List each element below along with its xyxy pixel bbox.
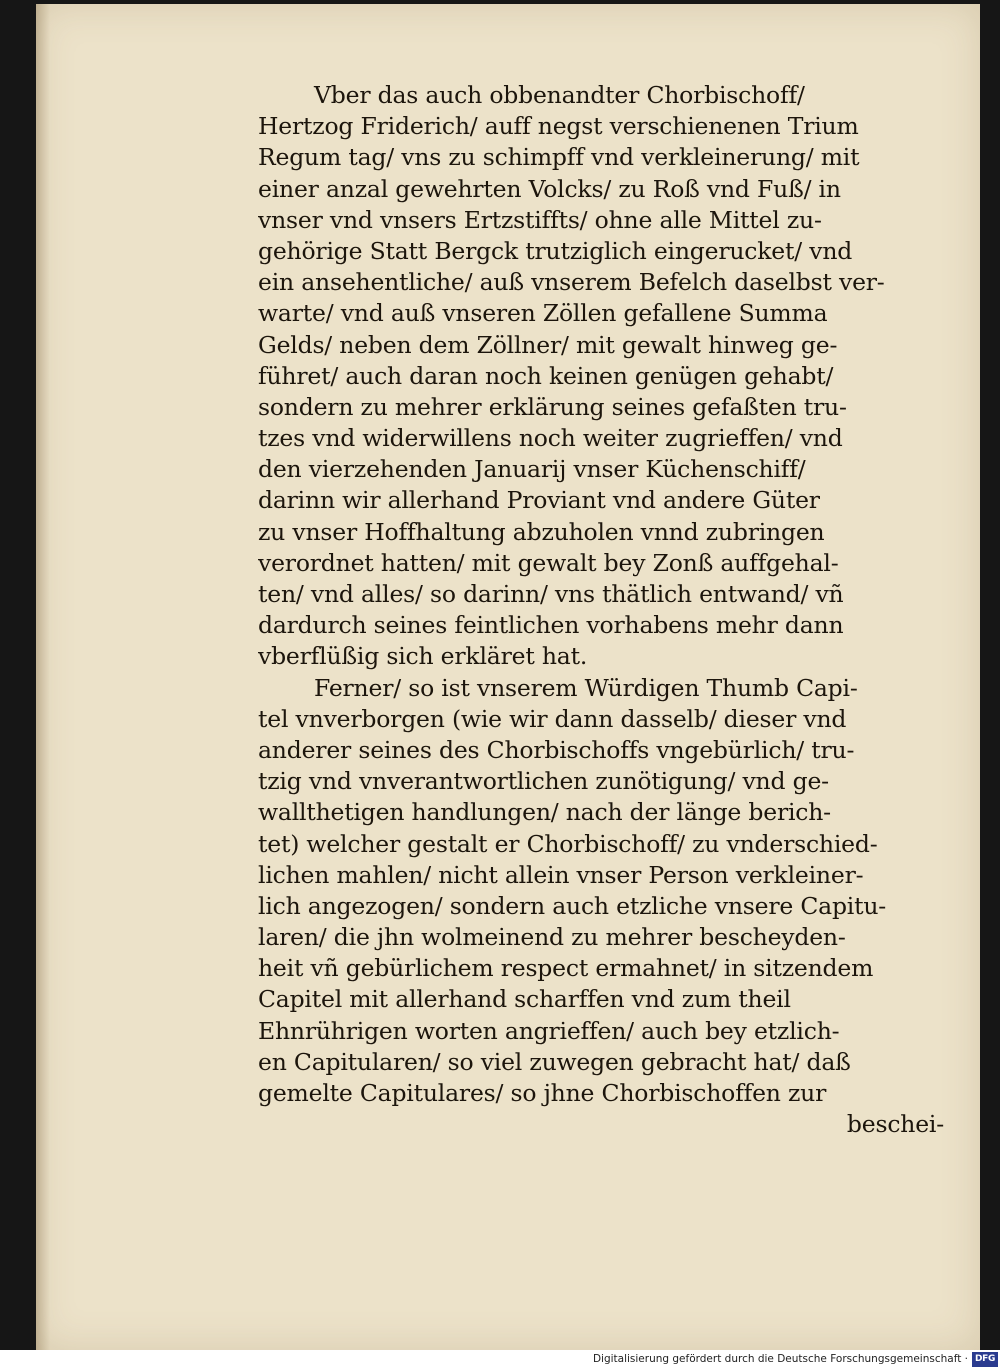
text-line: gehörige Statt Bergck trutziglich eingerucket/ vnd: [258, 236, 853, 265]
text-line: Capitel mit allerhand scharffen vnd zum theil: [258, 985, 791, 1014]
text-line: den vierzehenden Januarij vnser Küchenschiff/: [258, 455, 806, 484]
text-line: Hertzog Friderich/ auff negst verschienenen Trium: [258, 112, 859, 141]
page-gutter-shadow: [36, 4, 50, 1350]
text-line: vnser vnd vnsers Ertzstiffts/ ohne alle Mittel zu-: [258, 205, 822, 234]
text-line: en Capitularen/ so viel zuwegen gebracht hat/ daß: [258, 1047, 851, 1076]
text-line: verordnet hatten/ mit gewalt bey Zonß auffgehal-: [258, 548, 839, 577]
text-line: gemelte Capitulares/ so jhne Chorbischoffen zur: [258, 1079, 827, 1107]
text-line: sondern zu mehrer erklärung seines gefaßten tru-: [258, 392, 847, 421]
text-line: laren/ die jhn wolmeinend zu mehrer bescheyden-: [258, 923, 846, 952]
text-line: Ferner/ so ist vnserem Würdigen Thumb Capi-: [314, 673, 858, 702]
text-line: lich angezogen/ sondern auch etzliche vnsere Capitu-: [258, 891, 887, 920]
catchword: beschei-: [846, 1110, 944, 1139]
text-line: ein ansehentliche/ auß vnserem Befelch daselbst ver-: [258, 268, 885, 297]
funding-credit: Digitalisierung gefördert durch die Deutsche Forschungsgemeinschaft ·: [592, 1353, 968, 1365]
text-line: tzes vnd widerwillens noch weiter zugrieffen/ vnd: [258, 424, 843, 453]
text-line: Regum tag/ vns zu schimpff vnd verkleinerung/ mit: [258, 143, 860, 172]
text-line: Gelds/ neben dem Zöllner/ mit gewalt hinweg ge-: [258, 330, 838, 359]
text-line: Vber das auch obbenandter Chorbischoff/: [314, 81, 805, 109]
text-line: darinn wir allerhand Proviant vnd andere Güter: [258, 486, 820, 515]
text-line: einer anzal gewehrten Volcks/ zu Roß vnd Fuß/ in: [258, 174, 841, 203]
text-line: zu vnser Hoffhaltung abzuholen vnnd zubringen: [258, 517, 825, 546]
dfg-logo: DFG: [972, 1352, 998, 1367]
text-line: wallthetigen handlungen/ nach der länge berich-: [258, 798, 831, 827]
text-line: ten/ vnd alles/ so darinn/ vns thätlich entwand/ vñ: [258, 580, 844, 608]
page-text-block: [258, 80, 948, 1140]
text-line: anderer seines des Chorbischoffs vngebürlich/ tru-: [258, 735, 855, 764]
book-page: [36, 4, 980, 1350]
text-line: tel vnverborgen (wie wir dann dasselb/ dieser vnd: [258, 704, 847, 733]
text-line: Ehnrührigen worten angrieffen/ auch bey etzlich-: [258, 1016, 840, 1045]
text-line: führet/ auch daran noch keinen genügen gehabt/: [258, 361, 834, 390]
text-line: dardurch seines feintlichen vorhabens mehr dann: [258, 611, 844, 640]
text-line: tet) welcher gestalt er Chorbischoff/ zu vnderschied-: [258, 829, 878, 858]
text-line: vberflüßig sich erkläret hat.: [258, 642, 588, 671]
text-line: tzig vnd vnverantwortlichen zunötigung/ vnd ge-: [258, 767, 829, 796]
text-line: warte/ vnd auß vnseren Zöllen gefallene Summa: [258, 299, 828, 328]
text-line: heit vñ gebürlichem respect ermahnet/ in sitzendem: [258, 954, 874, 983]
digitization-footer: [0, 1350, 1000, 1370]
text-line: lichen mahlen/ nicht allein vnser Person verkleiner-: [258, 860, 864, 889]
